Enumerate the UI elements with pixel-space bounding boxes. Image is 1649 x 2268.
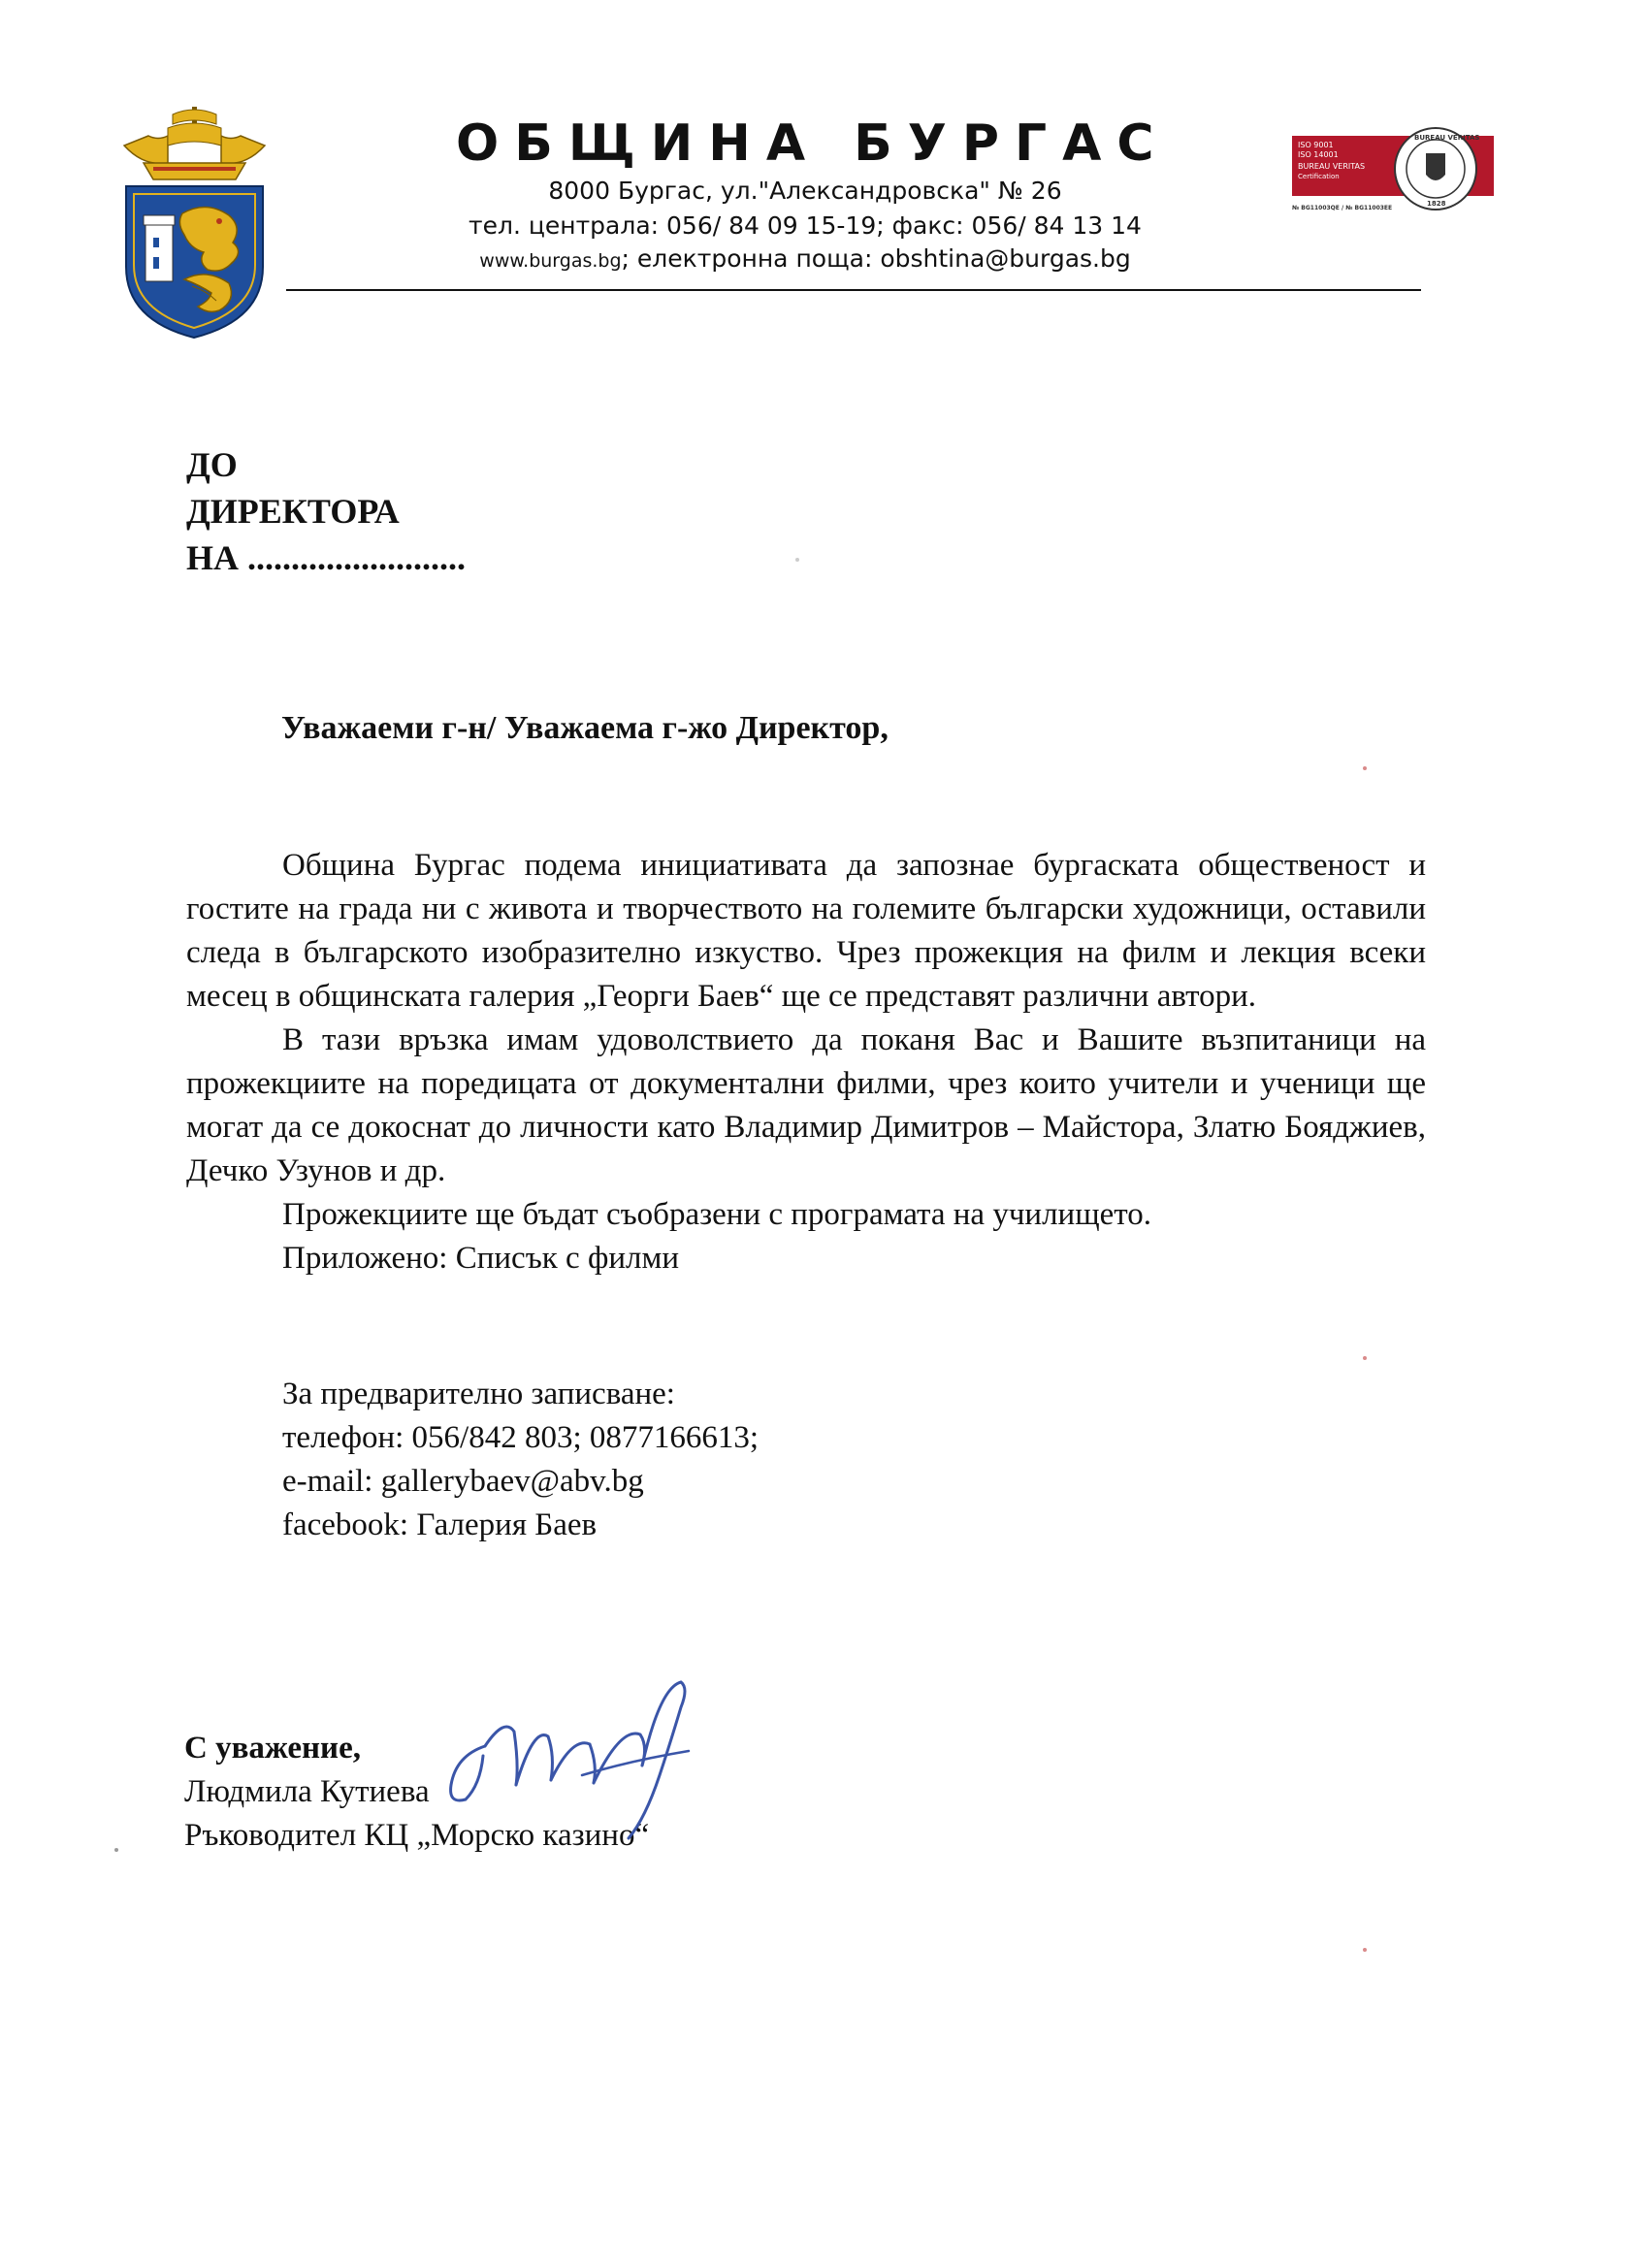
closing-regards: С уважение, [184,1731,361,1766]
contacts-phone: телефон: 056/842 803; 0877166613; [282,1420,760,1455]
attachment-note: Приложено: Списък с филми [282,1241,680,1276]
body-paragraph-2: В тази връзка имам удоволствието да поканя Вас и Вашите възпитаници на прожекциите на поредицата от документални филми, чрез които учители и ученици ще могат да се докоснат до личности като Владимир Димитров – Майстора, Златю Бояджиев, Дечко Узунов и др. [186,1022,1426,1188]
handwritten-signature [427,1659,776,1853]
recipient-line-2: ДИРЕКТОРА [186,492,400,531]
header-address: 8000 Бургас, ул."Александровска" № 26 [548,177,1062,205]
scan-speck [1363,766,1367,770]
recipient-line-3: НА ......................... [186,538,466,577]
header-phones: тел. централа: 056/ 84 09 15-19; факс: 056/ 84 13 14 [469,211,1142,240]
header-divider [286,289,1421,291]
header-contacts [407,244,1203,273]
cert-line-2: ISO 14001 [1298,150,1339,159]
contacts-heading: За предварително записване: [282,1377,675,1411]
burgas-coat-of-arms-logo [114,107,275,340]
cert-numbers: № BG11003QE / № BG11003EE [1292,205,1393,211]
signatory-position: Ръководител КЦ „Морско казино“ [184,1818,650,1853]
scan-speck [1363,1356,1367,1360]
cert-year: 1828 [1427,200,1446,208]
signatory-name: Людмила Кутиева [184,1774,430,1809]
salutation: Уважаеми г-н/ Уважаема г-жо Директор, [281,710,889,746]
organization-name: ОБЩИНА БУРГАС [456,114,1170,173]
scan-speck [114,1848,118,1852]
cert-line-1: ISO 9001 [1298,141,1334,149]
contacts-block [186,1373,1426,1547]
cert-line-4: Certification [1298,173,1340,180]
body-paragraph-3: Прожекциите ще бъдат съобразени с програмата на училището. [282,1197,1151,1232]
header-email[interactable]: ; електронна поща: obshtina@burgas.bg [621,244,1131,273]
contacts-email[interactable]: e-mail: gallerybaev@abv.bg [282,1464,644,1499]
bureau-veritas-certification-badge [1290,126,1494,223]
contacts-facebook: facebook: Галерия Баев [282,1507,598,1542]
cert-seal-text: BUREAU VERITAS [1414,134,1480,142]
body-paragraph-1: Община Бургас подема инициативата да запознае бургаската общественост и гостите на града ни с живота и творчеството на големите български художници, оставили следа в българското изобразително изкуство. Чрез прожекция на филм и лекция всеки месец в общинската галерия „Георги Баев“ ще се представят различни автори. [186,848,1426,1014]
website-link[interactable]: www.burgas.bg [479,250,622,272]
scan-speck [1363,1948,1367,1952]
scan-speck [795,558,799,562]
letter-body [186,844,1426,1280]
cert-line-3: BUREAU VERITAS [1298,162,1366,171]
recipient-line-1: ДО [186,445,238,484]
